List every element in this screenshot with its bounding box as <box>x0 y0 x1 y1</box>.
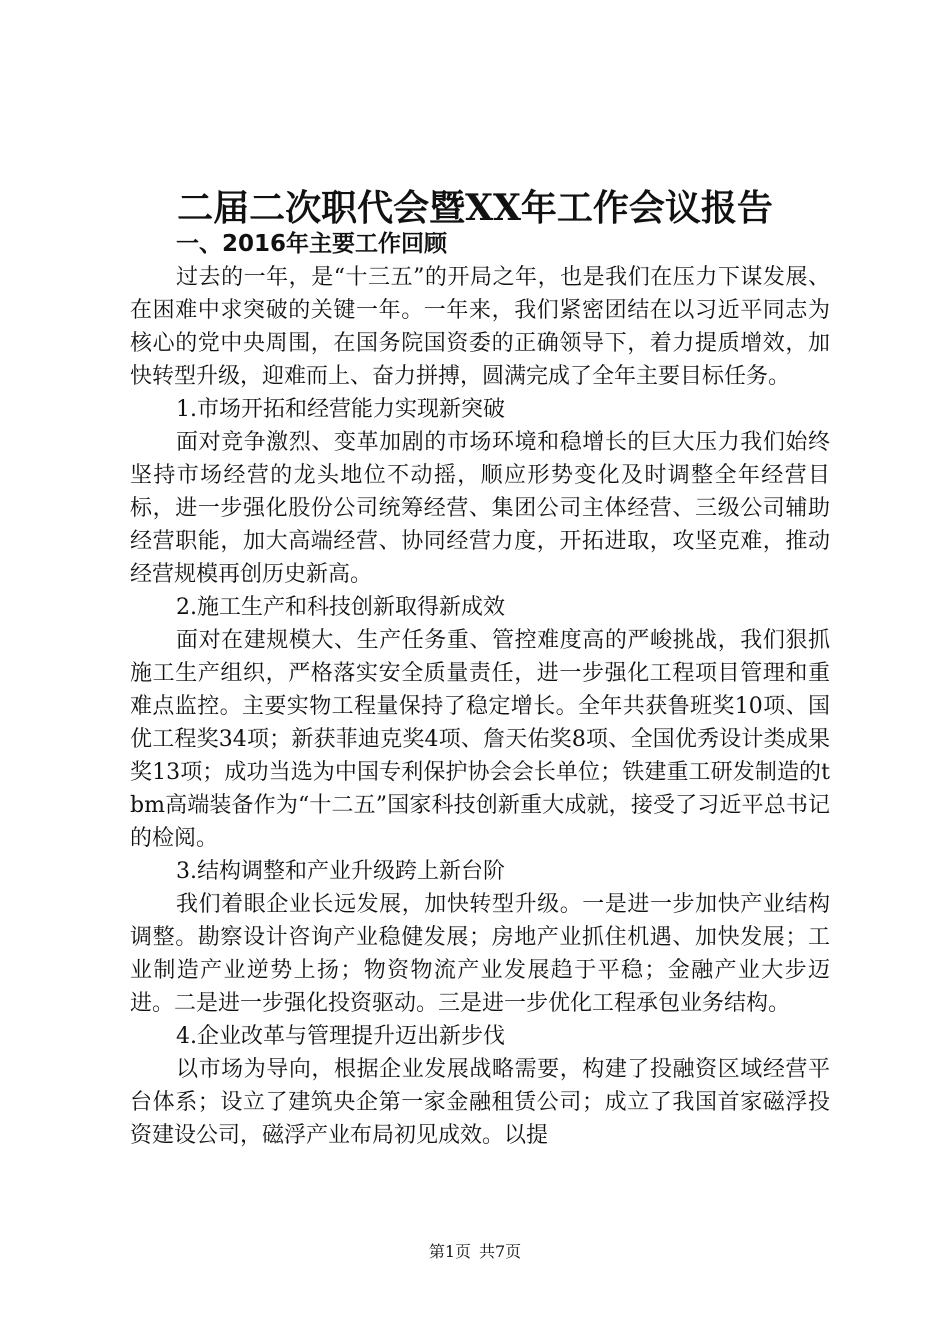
item-2-paragraph: 面对在建规模大、生产任务重、管控难度高的严峻挑战，我们狠抓施工生产组织，严格落实安全质量责任，进一步强化工程项目管理和重难点监控。主要实物工程量保持了稳定增长。全年共获鲁班奖10项、国优工程奖34项；新获菲迪克奖4项、詹天佑奖8项、全国优秀设计类成果奖13项；成功当选为中国专利保护协会会长单位；铁建重工研发制造的tbm高端装备作为“十二五”国家科技创新重大成就，接受了习近平总书记的检阅。 <box>130 628 830 851</box>
item-4-paragraph: 以市场为导向，根据企业发展战略需要，构建了投融资区域经营平台体系；设立了建筑央企第一家金融租赁公司；成立了我国首家磁浮投资建设公司，磁浮产业布局初见成效。以提 <box>130 1057 830 1148</box>
document-title: 二届二次职代会暨XX年工作会议报告 <box>177 187 773 229</box>
item-3-heading: 3.结构调整和产业升级跨上新台阶 <box>176 859 505 884</box>
page-footer <box>0 1241 950 1263</box>
item-3-paragraph: 我们着眼企业长远发展，加快转型升级。一是进一步加快产业结构调整。勘察设计咨询产业稳健发展；房地产业抓住机遇、加快发展；工业制造产业逆势上扬；物资物流产业发展趋于平稳；金融产业大步迈进。二是进一步强化投资驱动。三是进一步优化工程承包业务结构。 <box>130 892 830 1016</box>
section-heading: 一、2016年主要工作回顾 <box>176 231 448 257</box>
page-total: 共7页 <box>479 1242 522 1261</box>
item-1-paragraph: 面对竞争激烈、变革加剧的市场环境和稳增长的巨大压力我们始终坚持市场经营的龙头地位不动摇，顺应形势变化及时调整全年经营目标，进一步强化股份公司统筹经营、集团公司主体经营、三级公司辅助经营职能，加大高端经营、协同经营力度，开拓进取，攻坚克难，推动经营规模再创历史新高。 <box>130 430 830 587</box>
page-number: 第1页 <box>428 1242 471 1261</box>
item-2-heading: 2.施工生产和科技创新取得新成效 <box>176 595 505 620</box>
document-body <box>130 228 830 1152</box>
item-1-heading: 1.市场开拓和经营能力实现新突破 <box>176 397 505 422</box>
intro-paragraph: 过去的一年，是“十三五”的开局之年，也是我们在压力下谋发展、在困难中求突破的关键一年。一年来，我们紧密团结在以习近平同志为核心的党中央周围，在国务院国资委的正确领导下，着力提质增效，加快转型升级，迎难而上、奋力拼搏，圆满完成了全年主要目标任务。 <box>130 265 830 389</box>
item-4-heading: 4.企业改革与管理提升迈出新步伐 <box>176 1024 505 1049</box>
